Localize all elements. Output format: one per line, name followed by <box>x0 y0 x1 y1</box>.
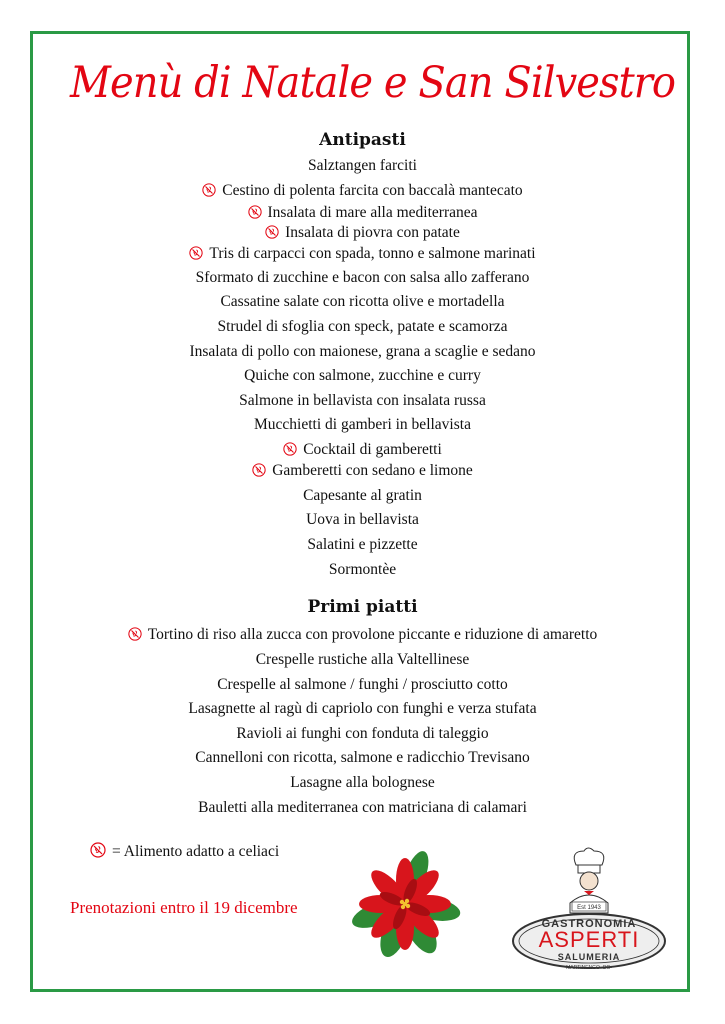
menu-item <box>0 223 725 243</box>
menu-item-text: Uova in bellavista <box>306 511 419 528</box>
menu-item-text: Salatini e pizzette <box>307 536 418 553</box>
menu-item-text: Bauletti alla mediterranea con matriciana di calamari <box>198 799 527 816</box>
gluten-free-icon <box>189 246 203 260</box>
menu-item-text: Tortino di riso alla zucca con provolone piccante e riduzione di amaretto <box>147 626 598 643</box>
menu-item <box>0 773 725 793</box>
logo-est: Est 1943 <box>577 905 601 911</box>
menu-item-text: Insalata di mare alla mediterranea <box>267 204 478 221</box>
menu-item <box>0 510 725 530</box>
legend-text: = Alimento adatto a celiaci <box>112 843 280 860</box>
menu-item-text: Cocktail di gamberetti <box>303 441 442 458</box>
logo-town: MARTINENGO -BG- <box>566 965 612 971</box>
logo-line2: ASPERTI <box>538 927 640 952</box>
menu-item-text: Tris di carpacci con spada, tonno e salmone marinati <box>209 245 536 262</box>
menu-item <box>0 560 725 580</box>
gluten-free-icon <box>202 183 216 197</box>
menu-item <box>0 461 725 481</box>
menu-item-text: Insalata di piovra con patate <box>285 224 460 241</box>
gluten-free-icon <box>248 205 262 219</box>
menu-item <box>0 203 725 223</box>
menu-item <box>0 181 725 201</box>
menu-item-text: Sormontèe <box>328 561 397 578</box>
menu-item-text: Mucchietti di gamberi in bellavista <box>254 416 471 433</box>
menu-item <box>0 244 725 264</box>
menu-item-text: Crespelle rustiche alla Valtellinese <box>255 651 470 668</box>
menu-item-text: Quiche con salmone, zucchine e curry <box>244 367 481 384</box>
menu-item <box>0 292 725 312</box>
menu-item-text: Sformato di zucchine e bacon con salsa allo zafferano <box>195 269 530 286</box>
menu-title: Menù di Natale e San Silvestro <box>70 58 676 108</box>
menu-item <box>0 156 725 176</box>
menu-item-text: Cestino di polenta farcita con baccalà mantecato <box>222 182 523 199</box>
menu-item <box>0 268 725 288</box>
menu-item-text: Insalata di pollo con maionese, grana a scaglie e sedano <box>189 343 536 360</box>
menu-item <box>0 486 725 506</box>
menu-item-text: Capesante al gratin <box>303 487 422 504</box>
logo-line1: GASTRONOMIA <box>541 918 637 930</box>
gluten-free-icon <box>128 627 142 641</box>
menu-item <box>0 798 725 818</box>
menu-item <box>0 342 725 362</box>
gluten-free-icon <box>90 842 106 858</box>
menu-item <box>0 625 725 645</box>
menu-item <box>0 699 725 719</box>
menu-item <box>0 366 725 386</box>
menu-item <box>0 650 725 670</box>
menu-item <box>0 317 725 337</box>
menu-item <box>0 391 725 411</box>
antipasti-heading: Antipasti <box>319 130 406 150</box>
primi-heading: Primi piatti <box>307 597 418 617</box>
menu-item-text: Salztangen farciti <box>308 157 417 174</box>
legend <box>90 842 279 861</box>
menu-item-text: Cassatine salate con ricotta olive e mortadella <box>220 293 505 310</box>
gluten-free-icon <box>265 225 279 239</box>
menu-item-text: Lasagne alla bolognese <box>290 774 435 791</box>
menu-item <box>0 415 725 435</box>
gluten-free-icon <box>283 442 297 456</box>
logo-line3: SALUMERIA <box>557 952 621 962</box>
menu-item <box>0 440 725 460</box>
booking-note: Prenotazioni entro il 19 dicembre <box>70 898 298 917</box>
menu-item-text: Lasagnette al ragù di capriolo con funghi e verza stufata <box>188 700 537 717</box>
menu-item <box>0 675 725 695</box>
poinsettia-image <box>346 850 464 958</box>
gluten-free-icon <box>252 463 266 477</box>
menu-item <box>0 748 725 768</box>
menu-item-text: Ravioli ai funghi con fonduta di taleggio <box>236 725 489 742</box>
menu-item-text: Salmone in bellavista con insalata russa <box>239 392 486 409</box>
asperti-logo <box>506 845 672 973</box>
menu-item-text: Strudel di sfoglia con speck, patate e scamorza <box>217 318 508 335</box>
menu-item-text: Cannelloni con ricotta, salmone e radicchio Trevisano <box>195 749 530 766</box>
menu-item-text: Crespelle al salmone / funghi / prosciutto cotto <box>217 676 508 693</box>
menu-item <box>0 724 725 744</box>
menu-item-text: Gamberetti con sedano e limone <box>272 462 473 479</box>
menu-item <box>0 535 725 555</box>
